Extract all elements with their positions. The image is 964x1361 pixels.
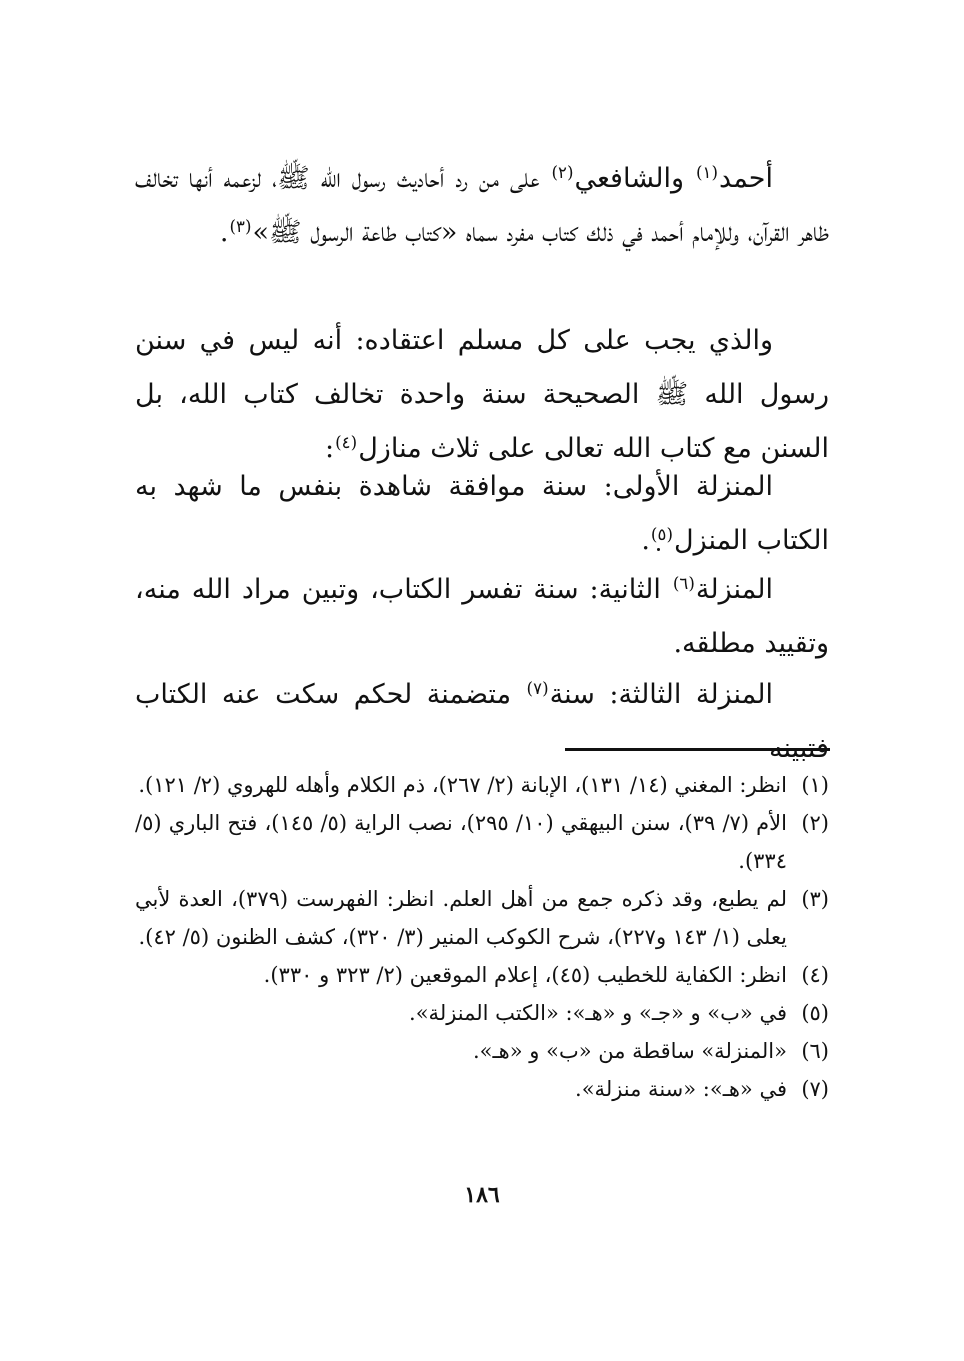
paragraph-text: المنزلة — [695, 574, 773, 605]
footnote-number: (٤) — [801, 963, 829, 987]
footnotes — [135, 766, 829, 1108]
paragraph-4 — [135, 563, 829, 671]
footnote — [135, 880, 829, 956]
paragraph-text: متضمنة لحكم سكت عنه الكتاب فتبينه — [135, 679, 829, 764]
page-number: ١٨٦ — [464, 1182, 500, 1208]
footnote-number: (١) — [801, 773, 829, 797]
paragraph-text: المنزلة الأولى: سنة موافقة شاهدة بنفس ما شهد به الكتاب المنزل — [135, 471, 829, 556]
footnote-number: (٧) — [801, 1077, 829, 1101]
footnote-marker: (٤) — [335, 431, 358, 452]
paragraph-text: والذي يجب على كل مسلم اعتقاده: أنه ليس في سنن رسول الله ﷺ الصحيحة سنة واحدة تخالف كتاب الله، بل السنن مع كتاب الله تعالى على ثلاث منازل — [135, 325, 829, 464]
paragraph-text: على من رد أحاديث رسول الله ﷺ، لزعمه أنها تخالف ظاهر القرآن، وللإمام أحمد في ذلك كتاب مفرد سماه «كتاب طاعة الرسول ﷺ» — [135, 163, 829, 248]
paragraph-3 — [135, 460, 829, 568]
footnote-number: (٦) — [801, 1039, 829, 1063]
paragraph-text: : — [325, 433, 335, 464]
footnote — [135, 1070, 829, 1108]
footnote-separator — [565, 748, 830, 751]
paragraph-5 — [135, 668, 829, 776]
footnote-marker: (٢) — [551, 161, 574, 182]
stray-dot — [657, 548, 660, 551]
footnote — [135, 766, 829, 804]
footnote — [135, 804, 829, 880]
footnote-text: لم يطبع، وقد ذكره جمع من أهل العلم. انظر: الفهرست (٣٧٩)، العدة لأبي يعلى (١/ ١٤٣ و٢٢٧)، شرح الكوكب المنير (٣/ ٣٢٠)، كشف الظنون (٥/ ٤٢). — [135, 887, 787, 949]
paragraph-text: . — [219, 217, 229, 248]
paragraph-1 — [135, 152, 829, 260]
footnote-text: في «ب» و «جـ» و «هـ»: «الكتب المنزلة». — [409, 1001, 787, 1025]
paragraph-2 — [135, 314, 829, 476]
paragraph-text: . — [641, 525, 650, 556]
footnote-number: (٥) — [801, 1001, 829, 1025]
paragraph-text: والشافعي — [574, 163, 695, 194]
footnote-number: (٣) — [801, 887, 829, 911]
footnote-marker: (٥) — [650, 523, 673, 544]
footnote-text: «المنزلة» ساقطة من «ب» و «هـ». — [473, 1039, 787, 1063]
footnote-number: (٢) — [801, 811, 829, 835]
footnote — [135, 956, 829, 994]
footnote-text: الأم (٧/ ٣٩)، سنن البيهقي (١٠/ ٢٩٥)، نصب الراية (٥/ ١٤٥)، فتح الباري (٥/ ٣٣٤). — [135, 811, 787, 873]
footnote — [135, 1032, 829, 1070]
paragraph-text: المنزلة الثالثة: سنة — [549, 679, 774, 710]
footnote-text: انظر: المغني (١٤/ ١٣١)، الإبانة (٢/ ٢٦٧)، ذم الكلام وأهله للهروي (٢/ ١٢١). — [138, 773, 787, 797]
footnote-marker: (٧) — [526, 677, 549, 698]
footnote-text: انظر: الكفاية للخطيب (٤٥)، إعلام الموقعين (٢/ ٣٢٣ و ٣٣٠). — [263, 963, 787, 987]
footnote — [135, 994, 829, 1032]
paragraph-text: أحمد — [719, 163, 773, 194]
footnote-marker: (١) — [695, 161, 719, 182]
footnote-marker: (٦) — [672, 572, 695, 593]
footnote-text: في «هـ»: «سنة منزلة». — [575, 1077, 787, 1101]
paragraph-text: الثانية: سنة تفسر الكتاب، وتبين مراد الله منه، وتقييد مطلقه. — [135, 574, 829, 659]
footnote-marker: (٣) — [229, 215, 252, 236]
